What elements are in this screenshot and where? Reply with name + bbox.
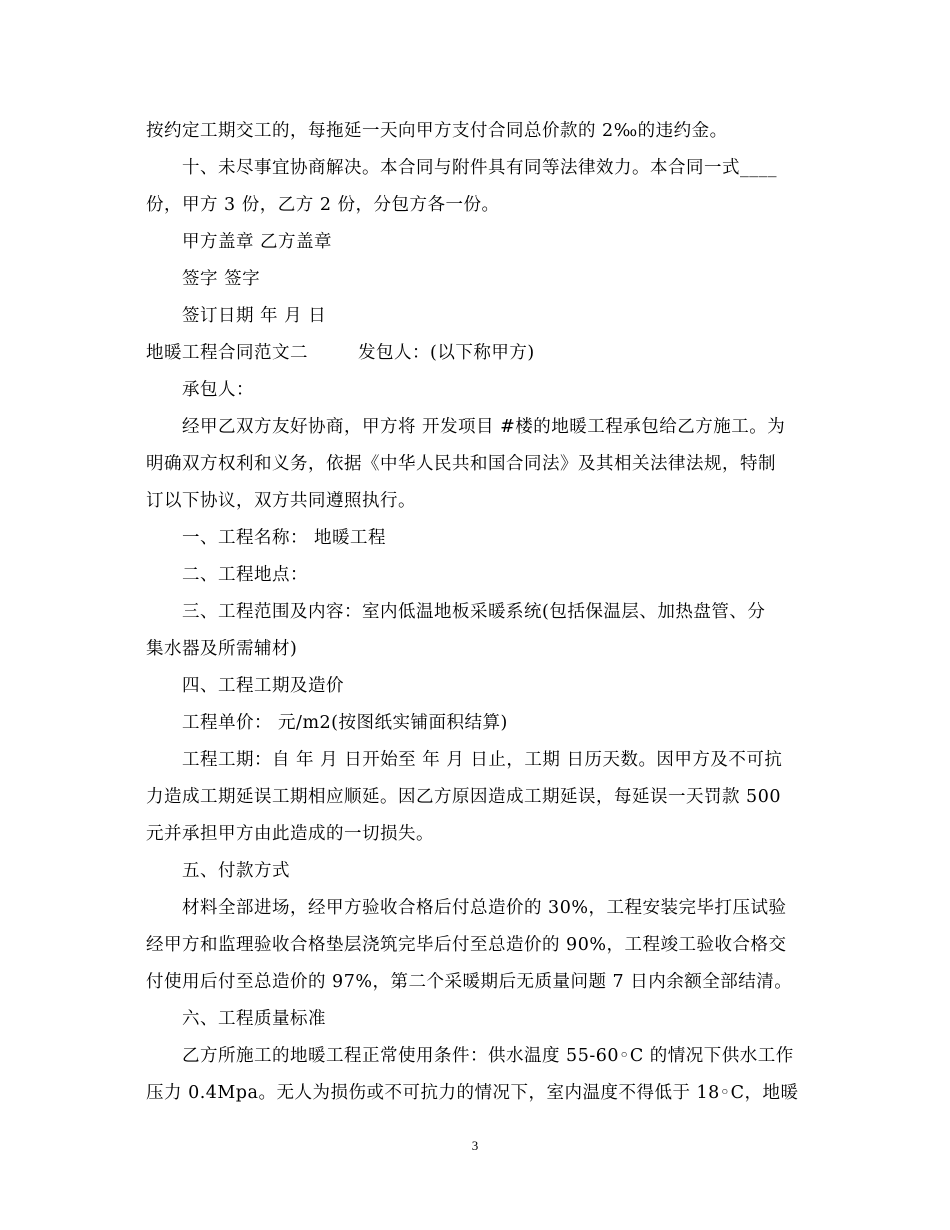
paragraph-line: 订以下协议，双方共同遵照执行。 — [146, 491, 416, 511]
clause-line: 四、工程工期及造价 — [182, 676, 344, 696]
clause-line: 二、工程地点： — [182, 565, 308, 585]
clause-line: 付使用后付至总造价的 97%，第二个采暖期后无质量问题 7 日内余额全部结清。 — [146, 972, 793, 992]
clause-line: 工程工期：自 年 月 日开始至 年 月 日止，工期 日历天数。因甲方及不可抗 — [182, 750, 783, 770]
date-line: 签订日期 年 月 日 — [182, 306, 327, 326]
clause-line: 集水器及所需辅材) — [146, 639, 298, 659]
clause-line: 经甲方和监理验收合格垫层浇筑完毕后付至总造价的 90%，工程竣工验收合格交 — [146, 935, 787, 955]
clause-line: 工程单价： 元/m2(按图纸实铺面积结算) — [182, 713, 508, 733]
paragraph-line: 十、未尽事宜协商解决。本合同与附件具有同等法律效力。本合同一式____ — [182, 158, 777, 178]
clause-line: 三、工程范围及内容：室内低温地板采暖系统(包括保温层、加热盘管、分 — [182, 602, 766, 622]
section-heading-line — [146, 335, 806, 372]
employer-label: 发包人：(以下称甲方) — [358, 343, 535, 363]
paragraph-line: 明确双方权利和义务，依据《中华人民共和国合同法》及其相关法律法规，特制 — [146, 454, 776, 474]
clause-line: 力造成工期延误工期相应顺延。因乙方原因造成工期延误，每延误一天罚款 500 — [146, 787, 781, 807]
paragraph-line: 份，甲方 3 份，乙方 2 份，分包方各一份。 — [146, 195, 500, 215]
clause-line: 压力 0.4Mpa。无人为损伤或不可抗力的情况下，室内温度不得低于 18◦C，地暖 — [146, 1083, 799, 1103]
clause-line: 六、工程质量标准 — [182, 1009, 326, 1029]
document-body — [146, 113, 806, 1112]
section-title: 地暖工程合同范文二 — [146, 343, 308, 363]
clause-line: 元并承担甲方由此造成的一切损失。 — [146, 824, 434, 844]
paragraph-line: 按约定工期交工的，每拖延一天向甲方支付合同总价款的 2‰的违约金。 — [146, 121, 728, 141]
signature-line: 甲方盖章 乙方盖章 — [182, 232, 333, 252]
clause-line: 一、工程名称： 地暖工程 — [182, 528, 387, 548]
contractor-line: 承包人： — [182, 380, 254, 400]
signature-line: 签字 签字 — [182, 269, 261, 289]
page-number: 3 — [471, 1138, 479, 1153]
paragraph-line: 经甲乙双方友好协商，甲方将 开发项目 #楼的地暖工程承包给乙方施工。为 — [182, 417, 786, 437]
clause-line: 五、付款方式 — [182, 861, 290, 881]
clause-line: 乙方所施工的地暖工程正常使用条件：供水温度 55-60◦C 的情况下供水工作 — [182, 1046, 794, 1066]
clause-line: 材料全部进场，经甲方验收合格后付总造价的 30%，工程安装完毕打压试验 — [182, 898, 787, 918]
